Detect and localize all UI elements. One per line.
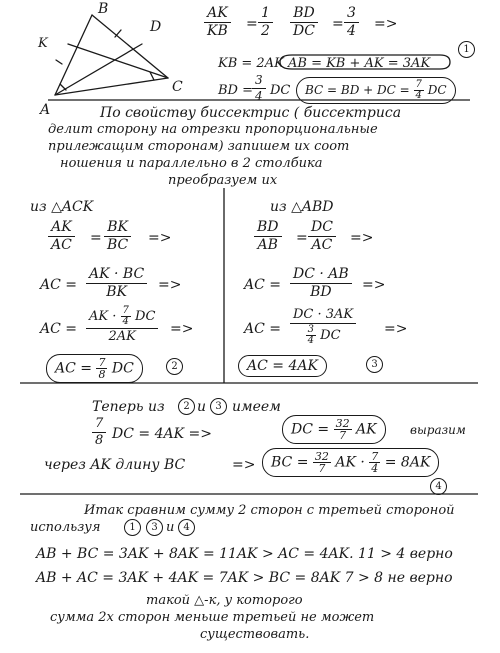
right-heading: из △ABD xyxy=(270,199,334,215)
side-ac xyxy=(55,78,168,95)
through-arrow: => xyxy=(232,457,256,473)
tick-angle-a xyxy=(60,84,66,90)
vertex-c-label: C xyxy=(172,79,183,95)
check-ab-ac: AB + AC = 3AK + 4AK = 7AK > BC = 8AK 7 > 8 не верно xyxy=(36,570,453,586)
mark-2: 2 xyxy=(166,358,183,375)
ab-boxed-equation: AB = KB + AK = 3AK xyxy=(288,56,431,71)
mark-1: 1 xyxy=(458,41,475,58)
conclusion-line-7: существовать. xyxy=(200,627,310,642)
conclusion-line-6: сумма 2х сторон меньше третьей не может xyxy=(50,610,375,625)
vertex-k-label: K xyxy=(38,36,48,51)
bc-boxed-equation: BC = BD + DC = $\frac{7}{4}$ DC xyxy=(296,77,456,104)
dc-boxed-result: DC = $\frac{32}{7}$ AK xyxy=(282,415,386,444)
bisector-ad xyxy=(55,44,142,95)
worksheet-page: B D K C A $\frac{AK}{KB}$ = $\frac{1}{2}$ $\frac{BD}{DC}$ = $\frac{3}{4}$ => KB = 2AK AB = KB + AK = 3AK 1 BD = $\frac{3}{4}$ DC BC = BD + DC = $\frac{7}{4}$ DC По свойству биссектрис ( биссектриса делит сторону на отрезки пропорциональные прилежащим сторонам) запишем их соот ношения и параллельно в 2 столбика преобразуем их из △ACK $\frac{AK}{AC}$ = $\frac{BK}{BC}$ => AC = $\frac{AK \cdot BC}{BK}$ => AC = AK · $\frac{7}{4}$ DC 2AK => AC = $\frac{7}{8}$ DC 2 из △ABD $\frac{BD}{AB}$ = $\frac{DC}{AC}$ => AC = $\frac{DC \cdot AB}{BD}$ => AC = DC · 3AK $\frac{3}{4}$ DC => AC = 4AK 3 Теперь из 2 и 3 имеем $\frac{7}{8}$ DC = 4AK => DC = $\frac{32}{7}$ AK выразим через AK длину BC => BC = $\frac{32}{7}$ AK · $\frac{7}{4}$ = 8AK 4 Итак сравним сумму 2 сторон с третьей стороной используя 1 3 и 4 AB + BC = 3AK + 8AK = 11AK > AC = 4AK. 11 > 4 верно AB + AC = 3AK + 4AK = 7AK > BC = 8AK 7 > 8 не верно такой △-к, у которого сумма 2х сторон меньше третьей не может существовать. xyxy=(0,0,500,653)
left-ac-result: AC = $\frac{7}{8}$ DC xyxy=(46,354,143,383)
conclusion-line-1: Итак сравним сумму 2 сторон с третьей стороной xyxy=(84,503,455,518)
vertex-a-label: A xyxy=(40,102,51,118)
mark-4: 4 xyxy=(430,478,447,495)
vertex-d-label: D xyxy=(150,19,162,35)
mark-3: 3 xyxy=(366,356,383,373)
check-ab-bc: AB + BC = 3AK + 8AK = 11AK > AC = 4AK. 11 > 4 верно xyxy=(36,546,453,562)
conclusion-line-5: такой △-к, у которого xyxy=(146,593,303,608)
side-ab xyxy=(55,15,92,95)
kb-equation: KB = 2AK xyxy=(218,56,284,71)
bisector-ck xyxy=(68,44,168,78)
tick-ab-1 xyxy=(56,60,62,64)
through-ak-label: через AK длину BC xyxy=(44,457,186,473)
left-heading: из △ACK xyxy=(30,199,94,215)
express-label: выразим xyxy=(410,423,466,437)
bc-boxed-result: BC = $\frac{32}{7}$ AK · $\frac{7}{4}$ = 8AK xyxy=(262,448,439,477)
right-ac-result: AC = 4AK xyxy=(238,355,327,377)
vertex-b-label: B xyxy=(98,1,109,17)
